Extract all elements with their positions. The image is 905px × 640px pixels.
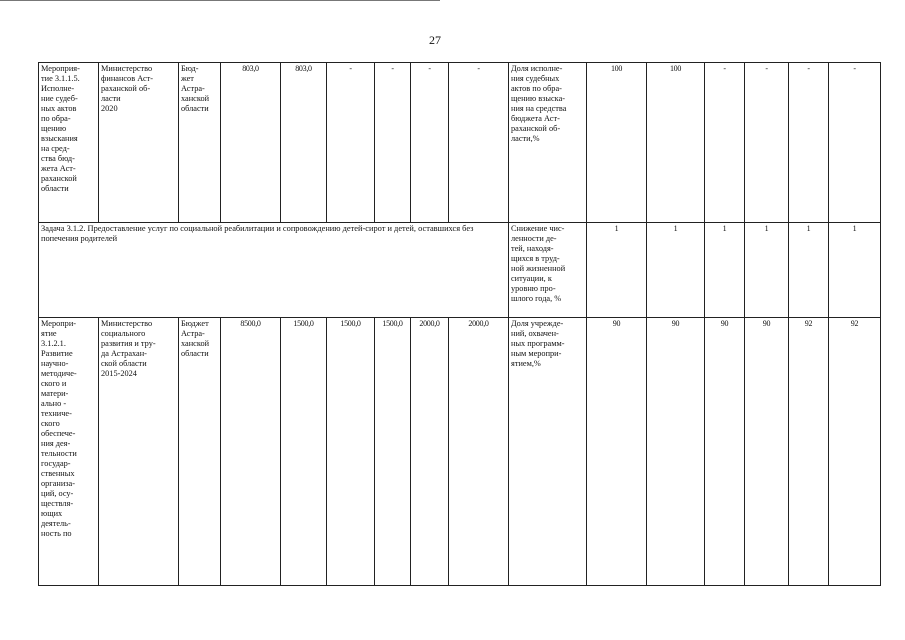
measure-name-cell: Мероприя- тие 3.1.1.5. Исполне- ние судеб- ных актов по обра- щению взыскания на сред- ства бюд- жета Аст- раханской области <box>39 63 99 223</box>
indicator-cell: Доля исполне- ния судебных актов по обра- щению взыска- ния на средства бюджета Аст- раханской об- ласти,% <box>509 63 587 223</box>
executor-cell: Министерство финансов Аст- раханской об- ласти 2020 <box>99 63 179 223</box>
top-rule <box>0 0 440 1</box>
funding-year-4-cell: - <box>411 63 449 223</box>
indicator-value-3-cell: 1 <box>705 223 745 318</box>
table-row-measure-3-1-1-5 <box>39 63 881 223</box>
funding-year-4-cell: 2000,0 <box>411 318 449 586</box>
indicator-value-3-cell: - <box>705 63 745 223</box>
funding-total-cell: 803,0 <box>221 63 281 223</box>
funding-year-3-cell: 1500,0 <box>375 318 411 586</box>
indicator-value-1-cell: 1 <box>587 223 647 318</box>
indicator-value-5-cell: - <box>789 63 829 223</box>
measure-name-cell: Меропри- ятие 3.1.2.1. Развитие научно- методиче- ского и матери- ально - техниче- ского обеспече- ния дея- тельности государ- ственных организа- ций, осу- ществля- ющих деятель- ность по <box>39 318 99 586</box>
funding-year-1-cell: 1500,0 <box>281 318 327 586</box>
table-row-task-3-1-2 <box>39 223 881 318</box>
indicator-cell: Доля учрежде- ний, охвачен- ных программ- ным меропри- ятием,% <box>509 318 587 586</box>
indicator-value-5-cell: 92 <box>789 318 829 586</box>
indicator-value-4-cell: - <box>745 63 789 223</box>
page-number: 27 <box>429 33 441 47</box>
indicator-value-6-cell: 92 <box>829 318 881 586</box>
indicator-cell: Снижение чис- ленности де- тей, находя- щихся в труд- ной жизненной ситуации, к уровню про- шлого года, % <box>509 223 587 318</box>
indicator-value-6-cell: - <box>829 63 881 223</box>
indicator-value-1-cell: 90 <box>587 318 647 586</box>
indicator-value-5-cell: 1 <box>789 223 829 318</box>
program-table <box>38 62 881 586</box>
indicator-value-2-cell: 1 <box>647 223 705 318</box>
funding-year-2-cell: - <box>327 63 375 223</box>
indicator-value-2-cell: 100 <box>647 63 705 223</box>
funding-source-cell: Бюджет Астра- ханской области <box>179 318 221 586</box>
funding-year-5-cell: - <box>449 63 509 223</box>
indicator-value-3-cell: 90 <box>705 318 745 586</box>
indicator-value-4-cell: 1 <box>745 223 789 318</box>
task-title-cell: Задача 3.1.2. Предоставление услуг по социальной реабилитации и сопровождению детей-сирот и детей, оставшихся без попечения родителей <box>39 223 509 318</box>
funding-year-1-cell: 803,0 <box>281 63 327 223</box>
funding-year-2-cell: 1500,0 <box>327 318 375 586</box>
funding-total-cell: 8500,0 <box>221 318 281 586</box>
indicator-value-4-cell: 90 <box>745 318 789 586</box>
executor-cell: Министерство социального развития и тру- да Астрахан- ской области 2015-2024 <box>99 318 179 586</box>
funding-source-cell: Бюд- жет Астра- ханской области <box>179 63 221 223</box>
indicator-value-6-cell: 1 <box>829 223 881 318</box>
indicator-value-1-cell: 100 <box>587 63 647 223</box>
funding-year-3-cell: - <box>375 63 411 223</box>
indicator-value-2-cell: 90 <box>647 318 705 586</box>
funding-year-5-cell: 2000,0 <box>449 318 509 586</box>
table-row-measure-3-1-2-1 <box>39 318 881 586</box>
